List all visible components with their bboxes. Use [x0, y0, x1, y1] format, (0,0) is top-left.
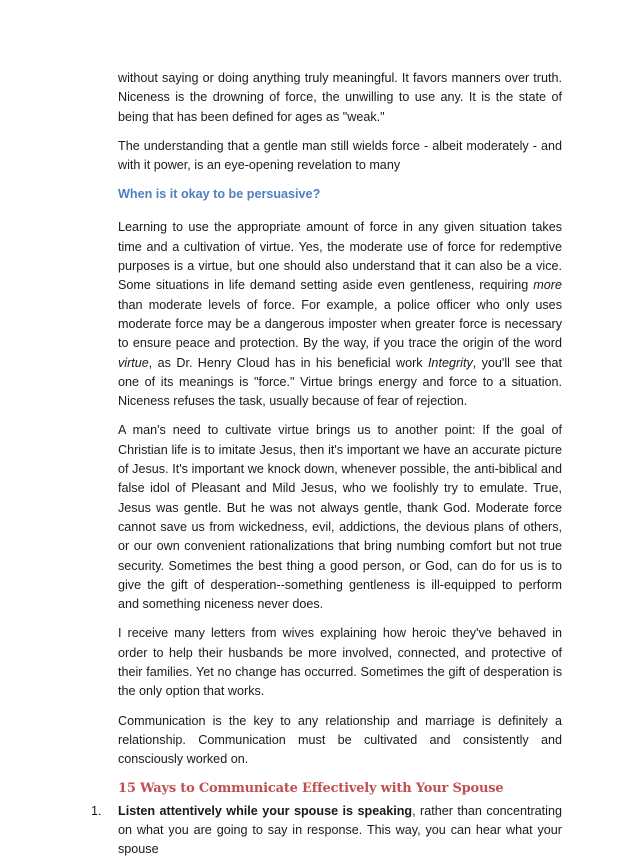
- list-item: [118, 802, 562, 859]
- paragraph-imitate-jesus: A man's need to cultivate virtue brings us to another point: If the goal of Christian life is to imitate Jesus, then it's important we have an accurate picture of Jesus. It's important we knock down, whenever possible, the anti-biblical and false idol of Pleasant and Mild Jesus, who we foolishly try to emulate. True, Jesus was gentle. But he was not always gentle, thank God. Moderate force cannot save us from wickedness, evil, addictions, the devious plans of others, or our own convenient rationalizations that bring numbing comfort but not true security. Sometimes the best thing a good person, or God, can do for us is to give the gift of desperation--something gentleness is ill-equipped to perform and something niceness never does.: [118, 421, 562, 614]
- paragraph-force-virtue: [118, 218, 562, 411]
- list-number: 1.: [91, 802, 102, 821]
- list-item-text: , rather than concentrating on what you are going to say in response. This way, you can hear what your spouse: [118, 804, 562, 857]
- emphasis-more: more: [533, 278, 562, 292]
- text-span: , as Dr. Henry Cloud has in his beneficial work: [149, 356, 428, 370]
- paragraph-niceness: without saying or doing anything truly meaningful. It favors manners over truth. Niceness is the drowning of force, the unwilling to use any. It is the state of being that has been defined for ages as "weak.": [118, 69, 562, 127]
- paragraph-letters-from-wives: I receive many letters from wives explaining how heroic they've behaved in order to help their husbands be more involved, connected, and protective of their families. Yet no change has occurred. Sometimes the gift of desperation is the only option that works.: [118, 624, 562, 701]
- text-span: , you'll see that one of its meanings is "force." Virtue brings energy and force to a situation. Niceness refuses the task, usually because of fear of rejection.: [118, 356, 562, 409]
- text-column: [118, 69, 562, 859]
- section-heading-15-ways: 15 Ways to Communicate Effectively with Your Spouse: [118, 780, 562, 798]
- text-span: Learning to use the appropriate amount of force in any given situation takes time and a cultivation of virtue. Yes, the moderate use of force for redemptive purposes is a virtue, but one should also understand that it can also be a vice. Some situations in life demand setting aside even gentleness, requiring: [118, 220, 562, 292]
- paragraph-communication: Communication is the key to any relationship and marriage is definitely a relationship. Communication must be cultivated and consistently and consciously worked on.: [118, 712, 562, 770]
- list-item-bold-lead: Listen attentively while your spouse is speaking: [118, 804, 412, 818]
- paragraph-gentle-man: The understanding that a gentle man still wields force - albeit moderately - and with it power, is an eye-opening revelation to many: [118, 137, 562, 176]
- section-heading-persuasive: When is it okay to be persuasive?: [118, 185, 562, 204]
- text-span: than moderate levels of force. For example, a police officer who only uses moderate force may be a dangerous imposter when greater force is necessary to ensure peace and protection. By the way, if you trace the origin of the word: [118, 298, 562, 351]
- emphasis-virtue: virtue: [118, 356, 149, 370]
- emphasis-integrity: Integrity: [428, 356, 473, 370]
